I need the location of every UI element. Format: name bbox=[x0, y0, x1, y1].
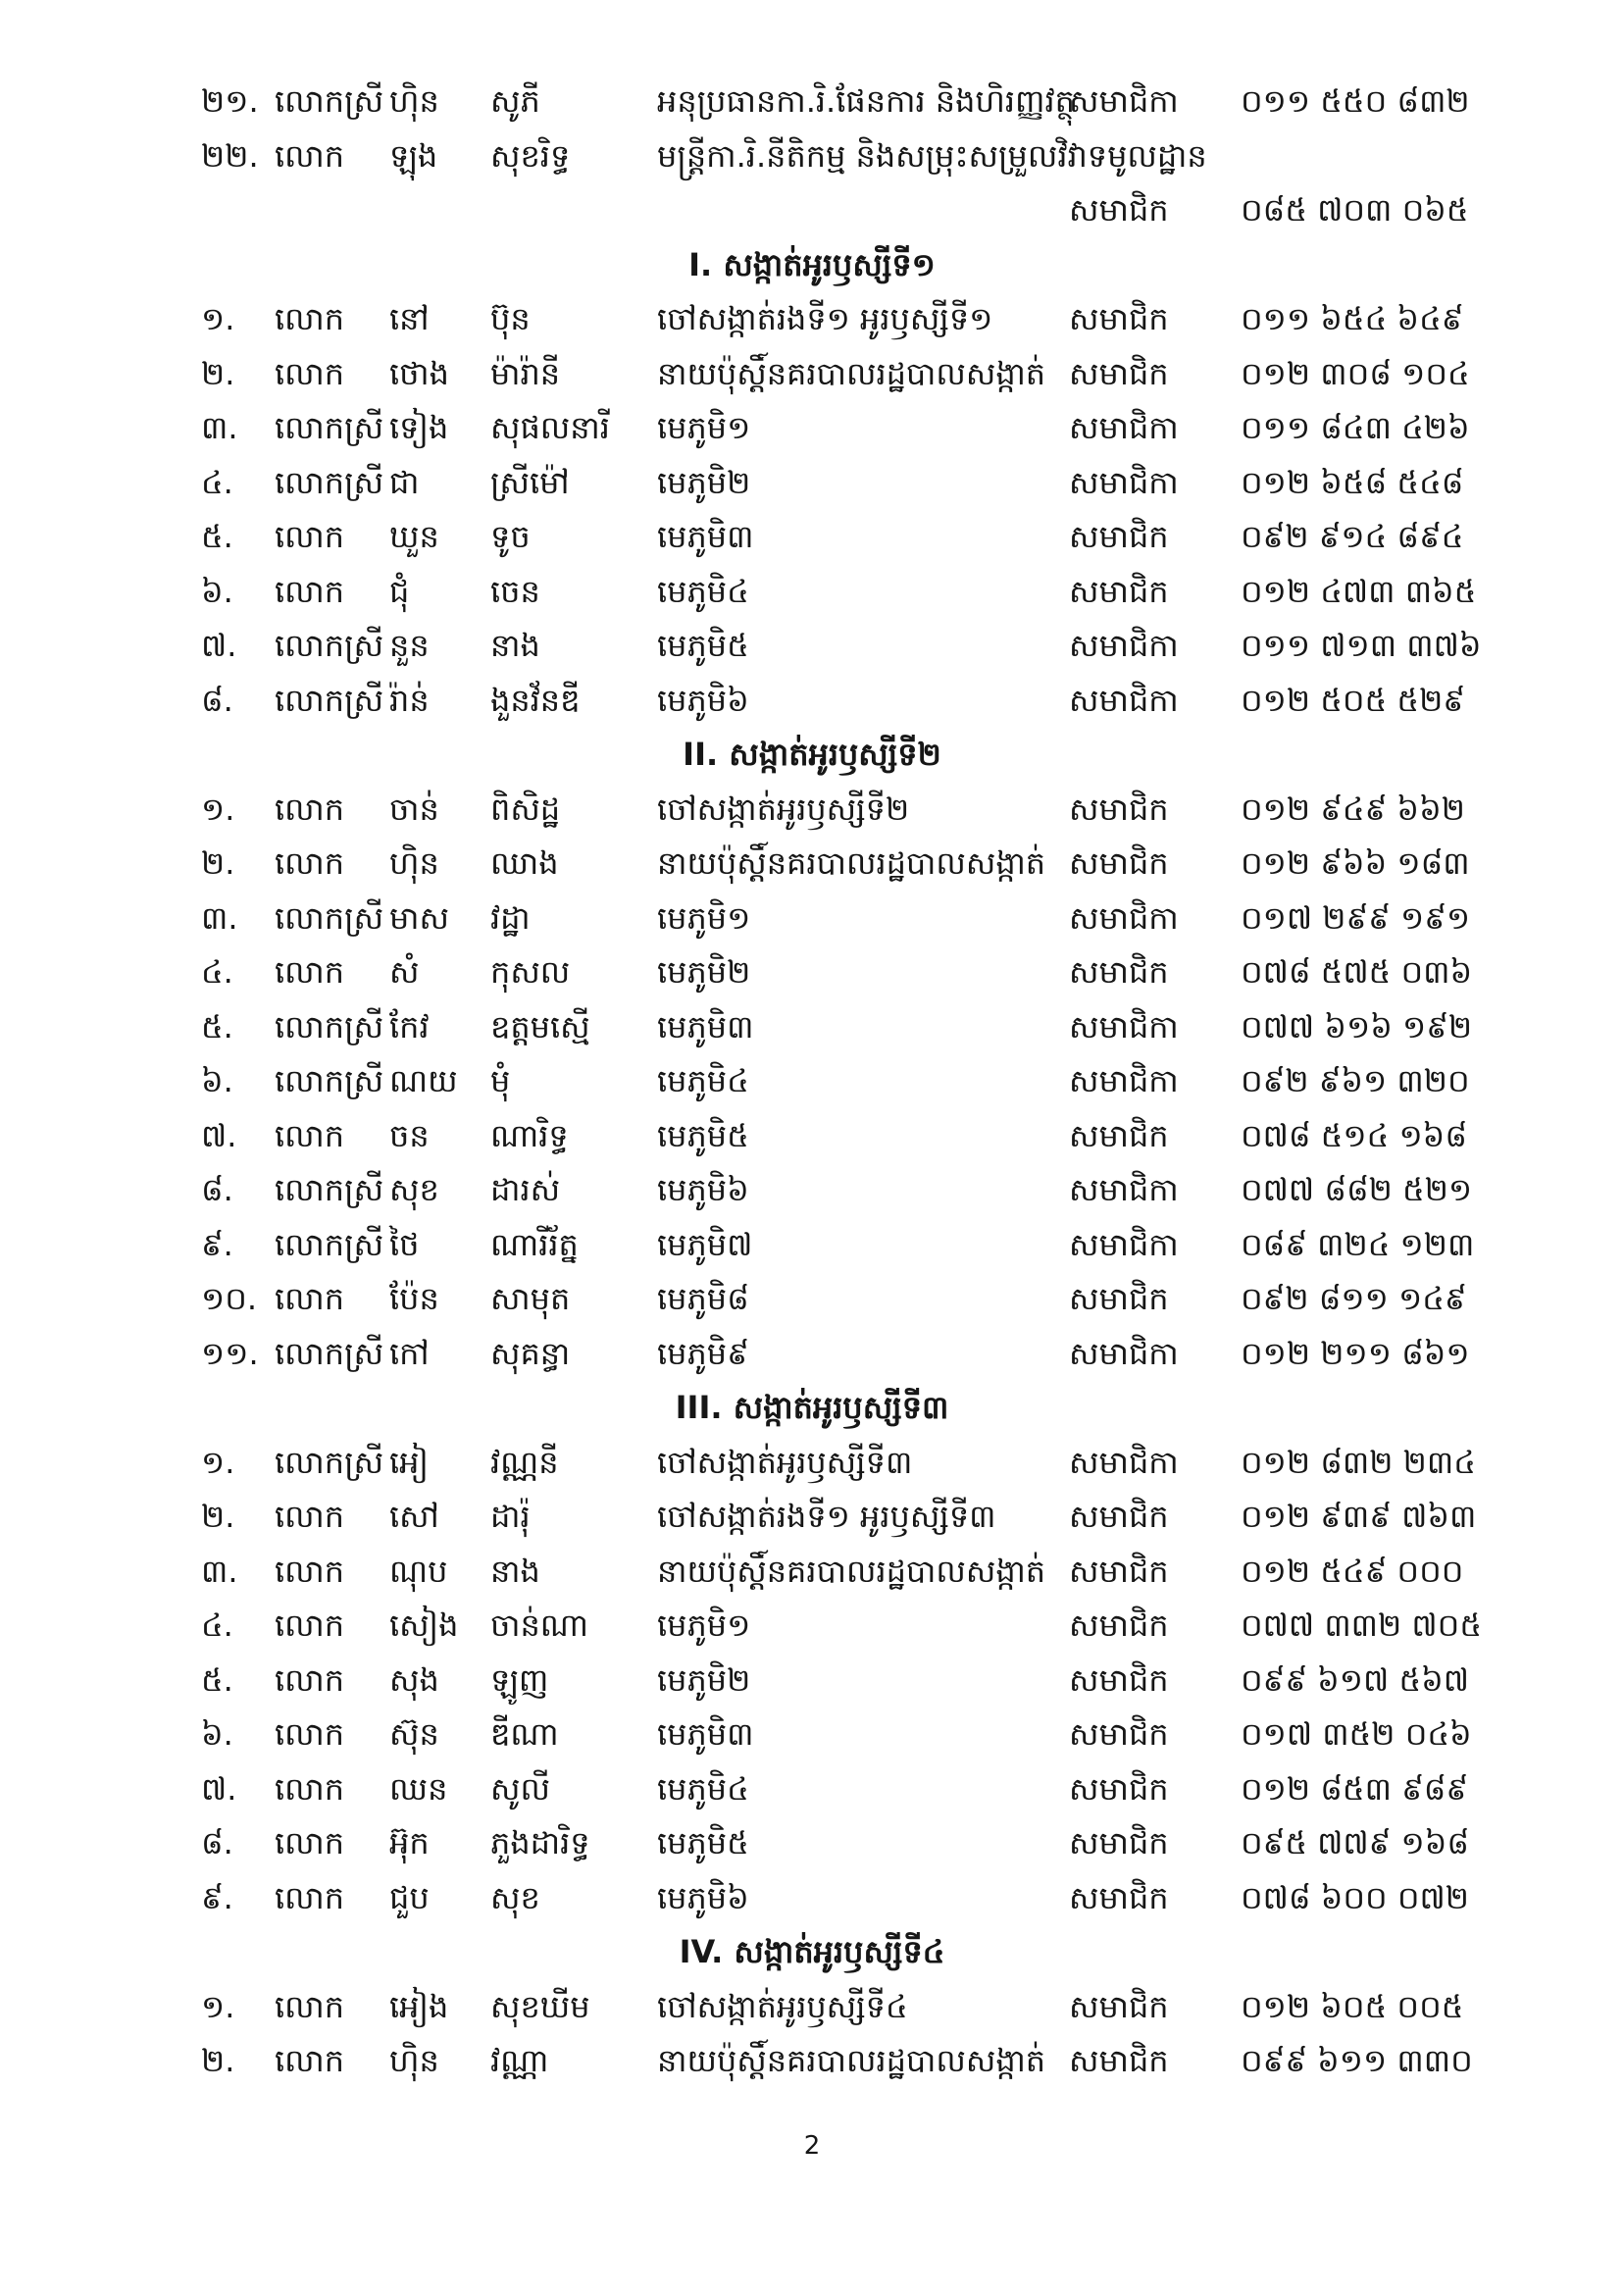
family-name: ឈន bbox=[389, 1769, 448, 1808]
member-row bbox=[0, 674, 1624, 727]
honorific: លោក bbox=[275, 1280, 345, 1317]
honorific: លោក bbox=[275, 1660, 345, 1699]
honorific: លោកស្រី bbox=[275, 1225, 384, 1263]
phone-number: ០១៧ ២៩៩ ១៩១ bbox=[1241, 898, 1471, 937]
committee-role: សមាជិក bbox=[1069, 572, 1169, 610]
honorific: លោក bbox=[275, 1769, 345, 1808]
member-row bbox=[0, 1163, 1624, 1216]
family-name: ហ៊ិន bbox=[389, 82, 439, 120]
position-title: មេភូមិ១ bbox=[657, 1606, 751, 1644]
committee-role: សមាជិក bbox=[1069, 1715, 1169, 1753]
family-name: អៀ bbox=[389, 1443, 429, 1481]
honorific: លោកស្រី bbox=[275, 463, 384, 501]
given-name: វដ្ឋា bbox=[490, 898, 531, 937]
family-name: ឃួន bbox=[389, 518, 439, 555]
family-name: ជា bbox=[389, 463, 420, 501]
row-number: ៧. bbox=[201, 1769, 237, 1808]
row-number: ៣. bbox=[201, 409, 238, 446]
member-row bbox=[0, 456, 1624, 509]
honorific: លោកស្រី bbox=[275, 1062, 384, 1099]
given-name: ប៊ុន bbox=[490, 300, 531, 337]
family-name: ស៊ុន bbox=[389, 1715, 439, 1753]
family-name: អ៊ុក bbox=[389, 1824, 430, 1861]
family-name: ចន bbox=[389, 1116, 430, 1154]
member-row bbox=[0, 510, 1624, 563]
row-number: ៤. bbox=[201, 1606, 233, 1644]
row-number: ៦. bbox=[201, 1715, 233, 1753]
row-number: ២. bbox=[201, 1498, 235, 1535]
phone-number: ០១២ ៨៥៣ ៩៨៩ bbox=[1241, 1769, 1469, 1808]
honorific: លោក bbox=[275, 300, 345, 337]
phone-number: ០១២ ៩៦៦ ១៨៣ bbox=[1241, 844, 1470, 882]
given-name: សាមុត bbox=[490, 1280, 571, 1317]
given-name: សូលី bbox=[490, 1769, 550, 1808]
committee-role: សមាជិក bbox=[1069, 1660, 1169, 1699]
member-row bbox=[0, 837, 1624, 890]
given-name: សុខ bbox=[490, 1878, 540, 1916]
honorific: លោក bbox=[275, 1116, 345, 1154]
position-title: នាយប៉ុស្តិ៍នគរបាលរដ្ឋបាលសង្កាត់ bbox=[657, 354, 1046, 392]
committee-role: សមាជិក bbox=[1069, 1769, 1169, 1808]
family-name: ទៀង bbox=[389, 409, 449, 446]
member-row bbox=[0, 75, 1624, 127]
position-title: មន្ត្រីកា.រិ.នីតិកម្ម និងសម្រុះសម្រួលវិវាទមូលដ្ឋាន bbox=[657, 136, 1207, 175]
family-name: ថោង bbox=[389, 354, 449, 392]
position-title: មេភូមិ៥ bbox=[657, 1824, 749, 1861]
phone-number: ០១១ ៦៥៤ ៦៤៩ bbox=[1241, 300, 1464, 337]
given-name: ពិសិដ្ឋ bbox=[490, 790, 561, 828]
phone-number: ០៩៩ ៦១៧ ៥៦៧ bbox=[1241, 1660, 1469, 1699]
given-name: ឡូញ bbox=[490, 1660, 549, 1699]
given-name: ដារស់ bbox=[490, 1171, 561, 1208]
phone-number: ០១២ ៥០៥ ៥២៩ bbox=[1241, 681, 1465, 719]
given-name: ចាន់ណា bbox=[490, 1606, 588, 1644]
member-row bbox=[0, 1762, 1624, 1815]
section-heading bbox=[0, 1925, 1624, 1978]
family-name: សំ bbox=[389, 953, 420, 991]
position-title: មេភូមិ២ bbox=[657, 463, 751, 501]
family-name: រ៉ាន់ bbox=[389, 681, 430, 719]
given-name: ម៉ារ៉ានី bbox=[490, 354, 561, 392]
phone-number: ០៩២ ៩១៤ ៨៩៤ bbox=[1241, 518, 1464, 555]
phone-number: ០៩២ ៩៦១ ៣២០ bbox=[1241, 1062, 1470, 1099]
row-number: ៤. bbox=[201, 463, 233, 501]
family-name: ប៉ែន bbox=[389, 1280, 439, 1317]
row-number: ៨. bbox=[201, 1824, 233, 1861]
family-name: ចាន់ bbox=[389, 790, 439, 828]
row-number: ៩. bbox=[201, 1225, 233, 1263]
committee-role: សមាជិក bbox=[1069, 1116, 1169, 1154]
committee-role: សមាជិកា bbox=[1069, 627, 1179, 664]
row-number: ៥. bbox=[201, 1660, 233, 1699]
row-number: ២. bbox=[201, 354, 235, 392]
phone-number: ០១២ ៨៣២ ២៣៤ bbox=[1241, 1443, 1476, 1481]
section-heading-text: I. សង្កាត់អូរឫស្សីទី១ bbox=[688, 245, 936, 283]
given-name: ងួនវ័នឌី bbox=[490, 681, 581, 719]
page-number: 2 bbox=[803, 2131, 821, 2161]
given-name: សុខឃីម bbox=[490, 1987, 590, 2025]
member-row bbox=[0, 1708, 1624, 1760]
position-title: មេភូមិ៤ bbox=[657, 1062, 749, 1099]
honorific: លោក bbox=[275, 844, 345, 882]
phone-number: ០១១ ៥៥០ ៨៣២ bbox=[1241, 82, 1470, 120]
committee-role: សមាជិកា bbox=[1069, 82, 1179, 120]
family-name: អៀង bbox=[389, 1987, 449, 2025]
given-name: ឧត្តមស្មើ bbox=[490, 1007, 590, 1045]
member-row bbox=[0, 1272, 1624, 1325]
phone-number: ០៧៧ ៣៣២ ៧០៥ bbox=[1241, 1606, 1482, 1644]
given-name: ឌីណា bbox=[490, 1715, 559, 1753]
member-row bbox=[0, 2034, 1624, 2087]
row-number: ២. bbox=[201, 2042, 235, 2079]
committee-role: សមាជិក bbox=[1069, 300, 1169, 337]
row-number: ១០. bbox=[201, 1280, 258, 1317]
committee-role: សមាជិក bbox=[1069, 2042, 1169, 2079]
given-name: ចេន bbox=[490, 572, 540, 610]
row-number: ២២. bbox=[201, 136, 259, 175]
member-row bbox=[0, 1000, 1624, 1053]
row-number: ៤. bbox=[201, 953, 233, 991]
member-row bbox=[0, 1599, 1624, 1652]
honorific: លោក bbox=[275, 1824, 345, 1861]
given-name: ណារីរ័ត្ន bbox=[490, 1225, 579, 1263]
row-number: ២១. bbox=[201, 82, 259, 120]
member-row bbox=[0, 1545, 1624, 1598]
honorific: លោក bbox=[275, 1715, 345, 1753]
position-title: មេភូមិ៥ bbox=[657, 627, 749, 664]
member-row bbox=[0, 783, 1624, 836]
committee-role: សមាជិក bbox=[1069, 1498, 1169, 1535]
committee-role: សមាជិកា bbox=[1069, 681, 1179, 719]
family-name: សុខ bbox=[389, 1171, 439, 1208]
member-row bbox=[0, 1980, 1624, 2033]
section-heading bbox=[0, 238, 1624, 291]
family-name: សៀង bbox=[389, 1606, 459, 1644]
row-number: ៣. bbox=[201, 1552, 238, 1590]
row-number: ២. bbox=[201, 844, 235, 882]
row-number: ៥. bbox=[201, 1007, 233, 1045]
given-name: សុខរិទ្ធ bbox=[490, 136, 571, 175]
committee-role: សមាជិកា bbox=[1069, 1334, 1179, 1372]
given-name: ឈាង bbox=[490, 844, 559, 882]
position-title: មេភូមិ៤ bbox=[657, 1769, 749, 1808]
phone-number: ០៩២ ៨១១ ១៤៩ bbox=[1241, 1280, 1467, 1317]
row-number: ១. bbox=[201, 1987, 235, 2025]
position-title: មេភូមិ៣ bbox=[657, 518, 754, 555]
phone-number: ០១២ ៣០៨ ១០៤ bbox=[1241, 354, 1470, 392]
member-row bbox=[0, 347, 1624, 400]
row-number: ១. bbox=[201, 300, 235, 337]
given-name: កុសល bbox=[490, 953, 571, 991]
phone-number: ០៩៩ ៦១១ ៣៣០ bbox=[1241, 2042, 1473, 2079]
section-heading bbox=[0, 1381, 1624, 1434]
given-name: នាង bbox=[490, 1552, 540, 1590]
phone-number: ០១២ ៦០៥ ០០៥ bbox=[1241, 1987, 1464, 2025]
member-row bbox=[0, 292, 1624, 345]
committee-role: សមាជិក bbox=[1069, 1280, 1169, 1317]
given-name: ទូច bbox=[490, 518, 531, 555]
position-title: មេភូមិ៦ bbox=[657, 1878, 749, 1916]
phone-number: ០៨៥ ៧០៣ ០៦៥ bbox=[1241, 191, 1469, 229]
family-name: នួន bbox=[389, 627, 430, 664]
honorific: លោក bbox=[275, 136, 345, 175]
position-title: មេភូមិ៣ bbox=[657, 1007, 754, 1045]
given-name: ណារិទ្ធ bbox=[490, 1116, 569, 1154]
honorific: លោក bbox=[275, 1552, 345, 1590]
committee-role: សមាជិកា bbox=[1069, 1443, 1179, 1481]
row-number: ១. bbox=[201, 1443, 235, 1481]
phone-number: ០៩៥ ៧៧៩ ១៦៨ bbox=[1241, 1824, 1469, 1861]
member-row bbox=[0, 1054, 1624, 1107]
phone-number: ០១១ ៨៤៣ ៤២៦ bbox=[1241, 409, 1470, 446]
position-title: មេភូមិ៤ bbox=[657, 572, 749, 610]
committee-role: សមាជិក bbox=[1069, 1552, 1169, 1590]
honorific: លោក bbox=[275, 1498, 345, 1535]
position-title: មេភូមិ៩ bbox=[657, 1334, 749, 1372]
position-title: ចៅសង្កាត់អូរឫស្សីទី៣ bbox=[657, 1443, 913, 1481]
honorific: លោកស្រី bbox=[275, 409, 384, 446]
committee-role: សមាជិក bbox=[1069, 1606, 1169, 1644]
phone-number: ០១២ ៥៤៩ ០០០ bbox=[1241, 1552, 1464, 1590]
honorific: លោកស្រី bbox=[275, 1443, 384, 1481]
committee-role: សមាជិកា bbox=[1069, 409, 1179, 446]
position-title: មេភូមិ២ bbox=[657, 953, 751, 991]
row-number: ១. bbox=[201, 790, 235, 828]
phone-number: ០៧៨ ៥១៤ ១៦៨ bbox=[1241, 1116, 1467, 1154]
family-name: មាស bbox=[389, 898, 449, 937]
phone-number: ០៧៨ ៥៧៥ ០៣៦ bbox=[1241, 953, 1473, 991]
committee-role: សមាជិក bbox=[1069, 1987, 1169, 2025]
row-number: ១១. bbox=[201, 1334, 259, 1372]
family-name: ហ៊ិន bbox=[389, 844, 439, 882]
committee-role: សមាជិក bbox=[1069, 1878, 1169, 1916]
member-row bbox=[0, 1436, 1624, 1489]
row-number: ៧. bbox=[201, 1116, 237, 1154]
honorific: លោក bbox=[275, 572, 345, 610]
row-number: ៨. bbox=[201, 1171, 233, 1208]
committee-role: សមាជិក bbox=[1069, 1824, 1169, 1861]
row-number: ៥. bbox=[201, 518, 233, 555]
position-title: មេភូមិ៥ bbox=[657, 1116, 749, 1154]
given-name: សុគន្ធា bbox=[490, 1334, 571, 1372]
phone-number: ០១២ ៦៥៨ ៥៤៨ bbox=[1241, 463, 1464, 501]
row-number: ៩. bbox=[201, 1878, 233, 1916]
position-title: នាយប៉ុស្តិ៍នគរបាលរដ្ឋបាលសង្កាត់ bbox=[657, 844, 1046, 882]
position-title: មេភូមិ៦ bbox=[657, 681, 749, 719]
given-name: វណ្ណនី bbox=[490, 1443, 559, 1481]
given-name: នាង bbox=[490, 627, 540, 664]
row-number: ៣. bbox=[201, 898, 238, 937]
member-row bbox=[0, 945, 1624, 998]
section-heading-text: II. សង្កាត់អូរឫស្សីទី២ bbox=[683, 736, 941, 773]
family-name: សៅ bbox=[389, 1498, 439, 1535]
committee-role: សមាជិកា bbox=[1069, 1225, 1179, 1263]
committee-role: សមាជិកា bbox=[1069, 1062, 1179, 1099]
honorific: លោកស្រី bbox=[275, 627, 384, 664]
family-name: ណុប bbox=[389, 1552, 448, 1590]
section-heading-text: III. សង្កាត់អូរឫស្សីទី៣ bbox=[675, 1389, 949, 1426]
committee-role: សមាជិក bbox=[1069, 354, 1169, 392]
committee-role: សមាជិក bbox=[1069, 953, 1169, 991]
position-title: ចៅសង្កាត់រងទី១ អូរឫស្សីទី១ bbox=[657, 300, 993, 337]
honorific: លោក bbox=[275, 354, 345, 392]
family-name: ឡុង bbox=[389, 136, 438, 175]
member-row bbox=[0, 1109, 1624, 1162]
position-title: មេភូមិ៣ bbox=[657, 1715, 754, 1753]
position-title: មេភូមិ១ bbox=[657, 409, 751, 446]
row-number: ៧. bbox=[201, 627, 237, 664]
committee-role: សមាជិក bbox=[1069, 191, 1169, 229]
family-name: ជុំ bbox=[389, 572, 410, 610]
committee-role: សមាជិកា bbox=[1069, 898, 1179, 937]
phone-number: ០៧៧ ៨៨២ ៥២១ bbox=[1241, 1171, 1473, 1208]
honorific: លោកស្រី bbox=[275, 1171, 384, 1208]
given-name: ស្រីម៉ៅ bbox=[490, 463, 570, 501]
family-name: ណយ bbox=[389, 1062, 458, 1099]
committee-role: សមាជិកា bbox=[1069, 1171, 1179, 1208]
honorific: លោក bbox=[275, 1606, 345, 1644]
row-number: ៦. bbox=[201, 1062, 233, 1099]
family-name: កែវ bbox=[389, 1007, 430, 1045]
member-row bbox=[0, 619, 1624, 672]
member-row bbox=[0, 1327, 1624, 1380]
phone-number: ០១១ ៧១៣ ៣៧៦ bbox=[1241, 627, 1482, 664]
member-row bbox=[0, 183, 1624, 236]
honorific: លោកស្រី bbox=[275, 82, 384, 120]
member-row bbox=[0, 1490, 1624, 1543]
family-name: សុង bbox=[389, 1660, 439, 1699]
position-title: មេភូមិ៧ bbox=[657, 1225, 753, 1263]
member-row bbox=[0, 1816, 1624, 1869]
given-name: វណ្ណា bbox=[490, 2042, 549, 2079]
committee-role: សមាជិក bbox=[1069, 790, 1169, 828]
committee-role: សមាជិក bbox=[1069, 844, 1169, 882]
honorific: លោក bbox=[275, 953, 345, 991]
position-title: ចៅសង្កាត់អូរឫស្សីទី៤ bbox=[657, 1987, 908, 2025]
member-row bbox=[0, 1218, 1624, 1271]
phone-number: ០១២ ៩៤៩ ៦៦២ bbox=[1241, 790, 1465, 828]
phone-number: ០៧៨ ៦០០ ០៧២ bbox=[1241, 1878, 1469, 1916]
family-name: ជួប bbox=[389, 1878, 430, 1916]
position-title: មេភូមិ១ bbox=[657, 898, 751, 937]
phone-number: ០៧៧ ៦១៦ ១៩២ bbox=[1241, 1007, 1473, 1045]
row-number: ៨. bbox=[201, 681, 233, 719]
family-name: ហ៊ិន bbox=[389, 2042, 439, 2079]
member-row bbox=[0, 401, 1624, 454]
honorific: លោក bbox=[275, 1987, 345, 2025]
committee-role: សមាជិកា bbox=[1069, 463, 1179, 501]
phone-number: ០១២ ៤៧៣ ៣៦៥ bbox=[1241, 572, 1477, 610]
member-row bbox=[0, 892, 1624, 944]
member-row bbox=[0, 565, 1624, 618]
committee-role: សមាជិកា bbox=[1069, 1007, 1179, 1045]
given-name: សូភី bbox=[490, 82, 540, 120]
committee-role: សមាជិក bbox=[1069, 518, 1169, 555]
position-title: មេភូមិ៨ bbox=[657, 1280, 749, 1317]
phone-number: ០១៧ ៣៥២ ០៤៦ bbox=[1241, 1715, 1472, 1753]
honorific: លោក bbox=[275, 518, 345, 555]
honorific: លោកស្រី bbox=[275, 1334, 384, 1372]
phone-number: ០១២ ៩៣៩ ៧៦៣ bbox=[1241, 1498, 1477, 1535]
section-heading bbox=[0, 728, 1624, 781]
honorific: លោក bbox=[275, 1878, 345, 1916]
position-title: អនុប្រធានកា.រិ.ផែនការ និងហិរញ្ញវត្ថុ bbox=[657, 82, 1075, 120]
honorific: លោក bbox=[275, 790, 345, 828]
family-name: កៅ bbox=[389, 1334, 430, 1372]
honorific: លោក bbox=[275, 2042, 345, 2079]
phone-number: ០១២ ២១១ ៨៦១ bbox=[1241, 1334, 1470, 1372]
given-name: សុផលនារី bbox=[490, 409, 610, 446]
family-name: នៅ bbox=[389, 300, 430, 337]
given-name: មុំ bbox=[490, 1062, 511, 1099]
position-title: ចៅសង្កាត់អូរឫស្សីទី២ bbox=[657, 790, 910, 828]
member-row bbox=[0, 129, 1624, 182]
member-row bbox=[0, 1871, 1624, 1924]
phone-number: ០៨៩ ៣២៤ ១២៣ bbox=[1241, 1225, 1475, 1263]
row-number: ៦. bbox=[201, 572, 233, 610]
position-title: ចៅសង្កាត់រងទី១ អូរឫស្សីទី៣ bbox=[657, 1498, 996, 1535]
honorific: លោកស្រី bbox=[275, 898, 384, 937]
given-name: ដារ៉ុ bbox=[490, 1498, 531, 1535]
family-name: ថៃ bbox=[389, 1225, 420, 1263]
position-title: នាយប៉ុស្តិ៍នគរបាលរដ្ឋបាលសង្កាត់ bbox=[657, 1552, 1046, 1590]
member-row bbox=[0, 1654, 1624, 1707]
position-title: មេភូមិ៦ bbox=[657, 1171, 749, 1208]
honorific: លោកស្រី bbox=[275, 681, 384, 719]
section-heading-text: IV. សង្កាត់អូរឫស្សីទី៤ bbox=[679, 1933, 945, 1970]
honorific: លោកស្រី bbox=[275, 1007, 384, 1045]
position-title: នាយប៉ុស្តិ៍នគរបាលរដ្ឋបាលសង្កាត់ bbox=[657, 2042, 1046, 2079]
given-name: ភួងដារិទ្ធ bbox=[490, 1824, 590, 1861]
position-title: មេភូមិ២ bbox=[657, 1660, 751, 1699]
